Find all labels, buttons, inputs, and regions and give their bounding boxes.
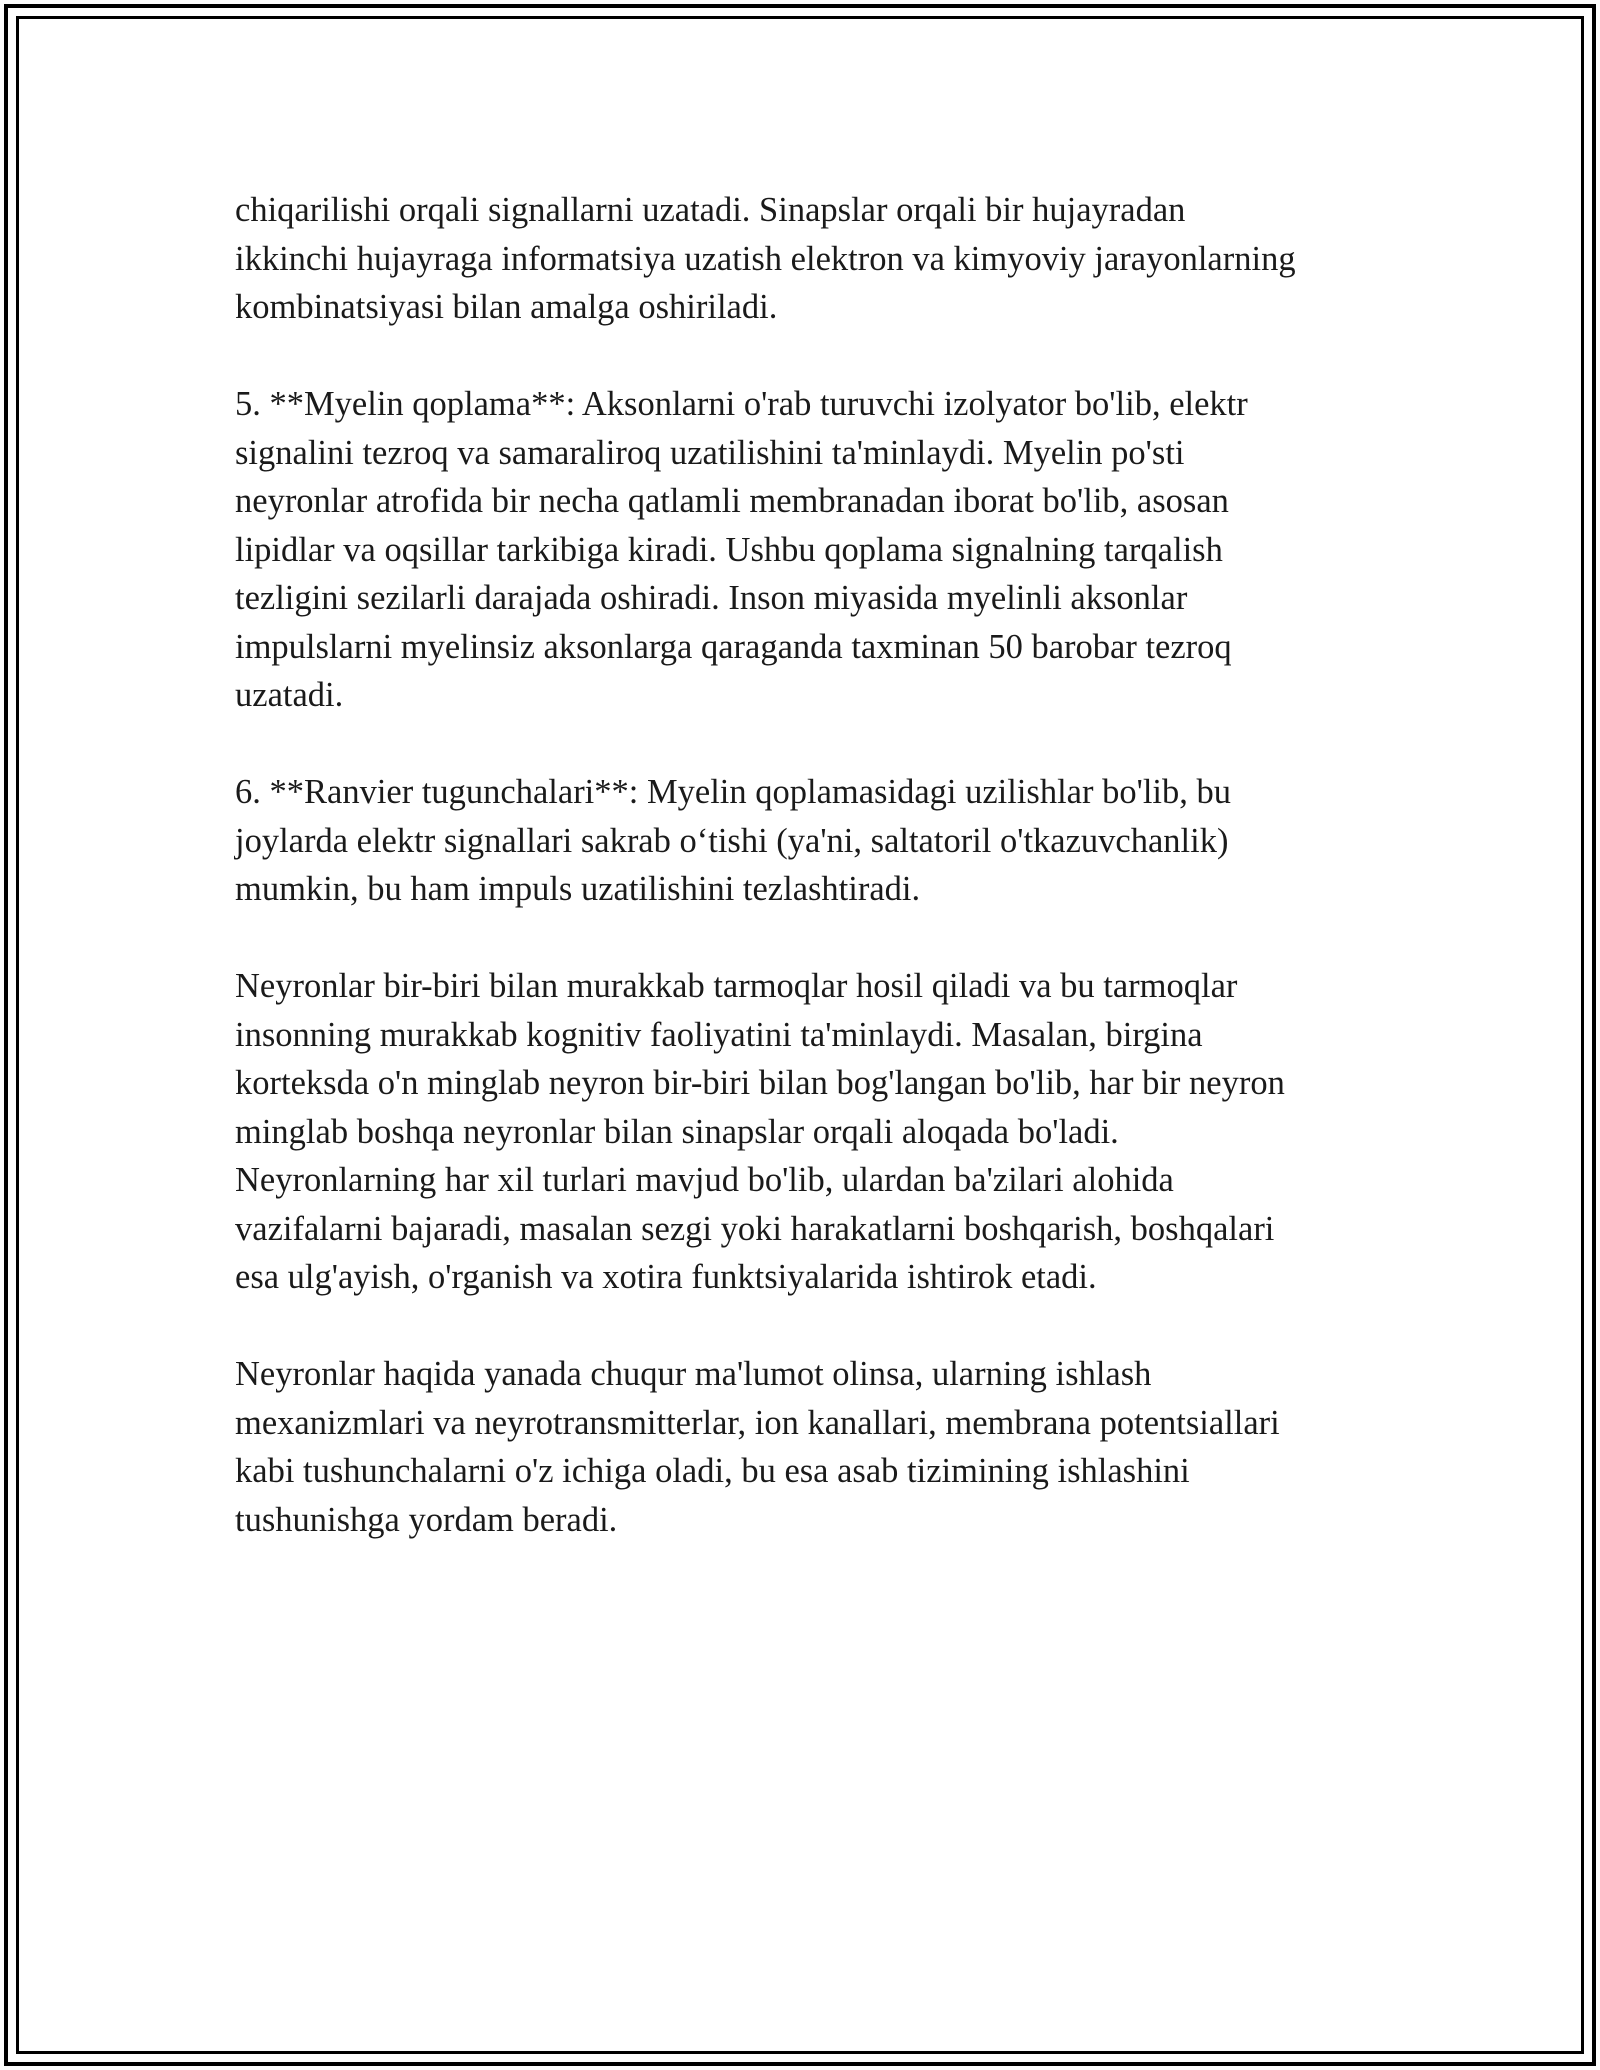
text-line: 5. **Myelin qoplama**: Aksonlarni o'rab turuvchi izolyator bo'lib, elektr	[235, 385, 1248, 423]
paragraph-neuron-networks	[235, 962, 1385, 1302]
text-line: esa ulg'ayish, o'rganish va xotira funktsiyalarida ishtirok etadi.	[235, 1258, 1097, 1296]
text-line: tushunishga yordam beradi.	[235, 1500, 618, 1539]
text-line: ikkinchi hujayraga informatsiya uzatish elektron va kimyoviy jarayonlarning	[235, 239, 1296, 278]
text-line: minglab boshqa neyronlar bilan sinapslar orqali aloqada bo'ladi.	[235, 1112, 1119, 1151]
text-line: impulslarni myelinsiz aksonlarga qaraganda taxminan 50 barobar tezroq	[235, 627, 1232, 666]
text-line: vazifalarni bajaradi, masalan sezgi yoki harakatlarni boshqarish, boshqalari	[235, 1209, 1275, 1248]
text-line: kabi tushunchalarni o'z ichiga oladi, bu esa asab tizimining ishlashini	[235, 1452, 1190, 1490]
text-line: signalini tezroq va samaraliroq uzatilishini ta'minlaydi. Myelin po'sti	[235, 433, 1185, 472]
text-line: Neyronlar bir-biri bilan murakkab tarmoqlar hosil qiladi va bu tarmoqlar	[235, 967, 1238, 1005]
text-line: uzatadi.	[235, 676, 344, 714]
text-line: joylarda elektr signallari sakrab o‘tishi (ya'ni, saltatoril o'tkazuvchanlik)	[235, 821, 1229, 860]
paragraph-ranvier	[235, 768, 1385, 914]
text-line: insonning murakkab kognitiv faoliyatini ta'minlaydi. Masalan, birgina	[235, 1015, 1203, 1054]
paragraph-neuron-conclusion	[235, 1350, 1385, 1544]
text-line: Neyronlarning har xil turlari mavjud bo'lib, ulardan ba'zilari alohida	[235, 1161, 1174, 1199]
document-body	[235, 186, 1385, 1593]
text-line: chiqarilishi orqali signallarni uzatadi. Sinapslar orqali bir hujayradan	[235, 191, 1186, 229]
text-line: korteksda o'n minglab neyron bir-biri bilan bog'langan bo'lib, har bir neyron	[235, 1064, 1285, 1102]
text-line: lipidlar va oqsillar tarkibiga kiradi. Ushbu qoplama signalning tarqalish	[235, 530, 1223, 569]
text-line: mexanizmlari va neyrotransmitterlar, ion kanallari, membrana potentsiallari	[235, 1403, 1280, 1442]
text-line: kombinatsiyasi bilan amalga oshiriladi.	[235, 288, 778, 326]
paragraph-myelin	[235, 380, 1385, 720]
text-line: neyronlar atrofida bir necha qatlamli membranadan iborat bo'lib, asosan	[235, 482, 1229, 520]
text-line: tezligini sezilarli darajada oshiradi. Inson miyasida myelinli aksonlar	[235, 579, 1188, 617]
text-line: 6. **Ranvier tugunchalari**: Myelin qoplamasidagi uzilishlar bo'lib, bu	[235, 773, 1231, 811]
text-line: mumkin, bu ham impuls uzatilishini tezlashtiradi.	[235, 870, 921, 908]
paragraph-synapse-continuation	[235, 186, 1385, 332]
text-line: Neyronlar haqida yanada chuqur ma'lumot olinsa, ularning ishlash	[235, 1355, 1152, 1393]
